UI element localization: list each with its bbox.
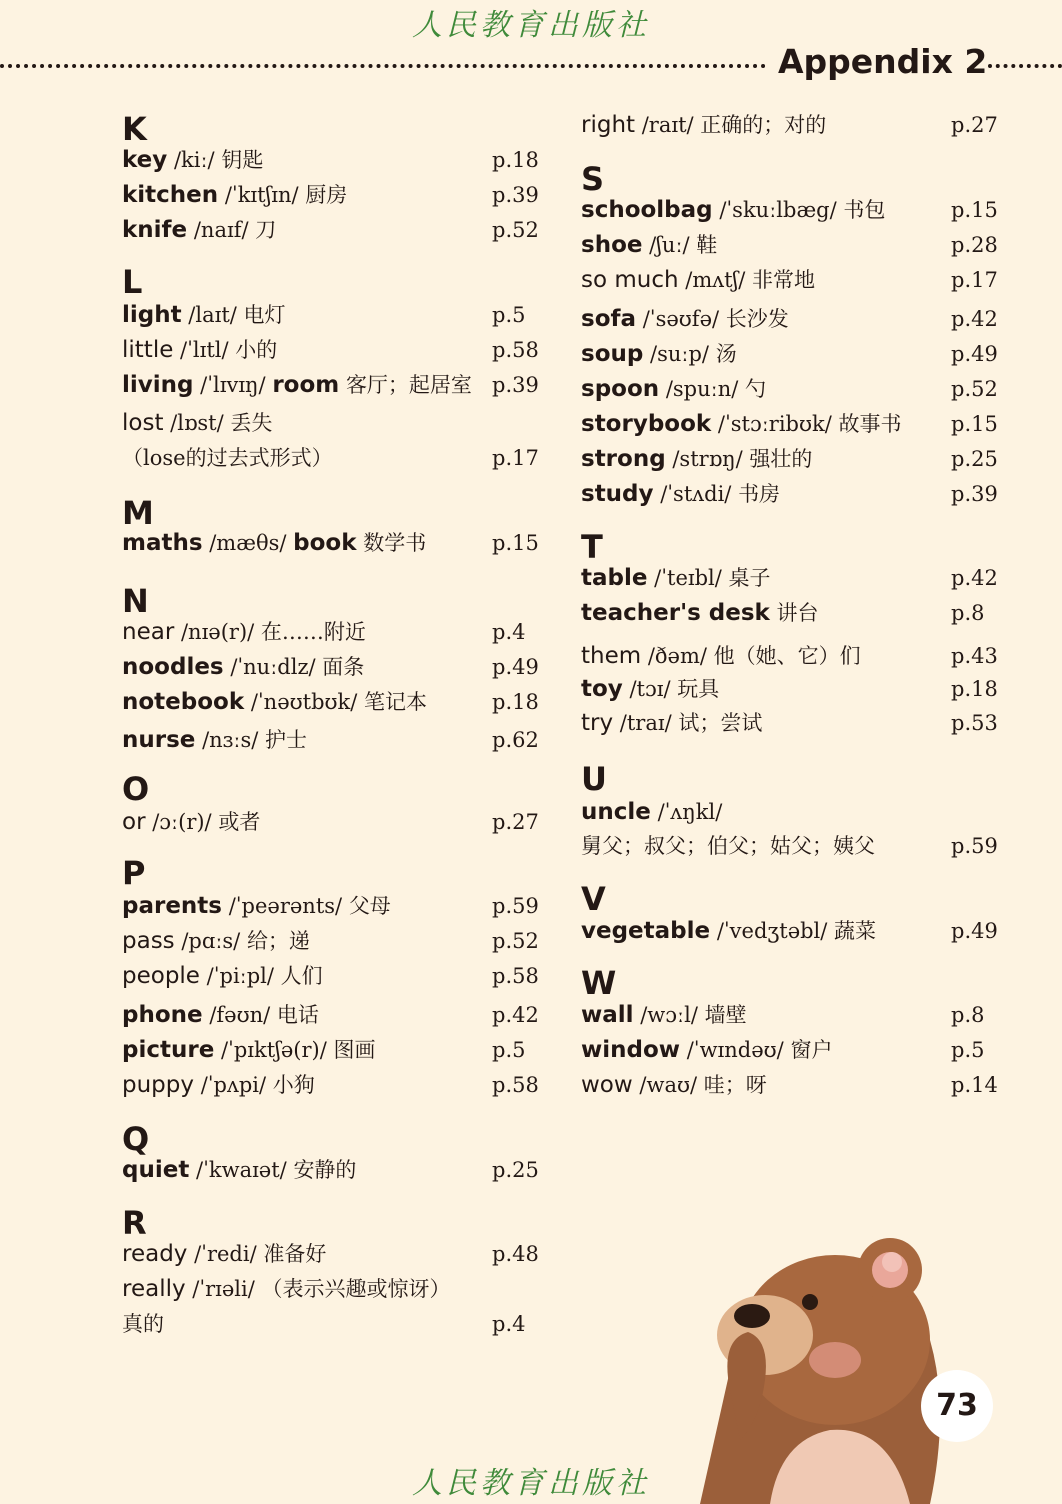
header-divider-left <box>0 64 766 68</box>
page-reference: p.49 <box>492 655 539 679</box>
headword: noodles <box>122 654 224 680</box>
phonetic: /traɪ/ <box>619 711 672 735</box>
page-reference: p.15 <box>951 198 998 222</box>
chinese-meaning: 图画 <box>333 1038 376 1062</box>
chinese-meaning: 他（她、它）们 <box>713 644 861 668</box>
page-reference: p.8 <box>951 601 985 625</box>
page-reference: p.53 <box>951 711 998 735</box>
phonetic: /suːp/ <box>650 342 710 366</box>
chinese-meaning: 书房 <box>738 482 781 506</box>
glossary-entry <box>581 675 719 703</box>
phonetic: /ˈsəʊfə/ <box>642 307 720 331</box>
headword: so much <box>581 267 679 293</box>
glossary-entry <box>581 1001 747 1029</box>
section-letter: S <box>581 160 605 198</box>
section-letter: T <box>581 528 603 566</box>
chinese-meaning: 电话 <box>276 1003 319 1027</box>
page-reference: p.39 <box>492 373 539 397</box>
phonetic: /laɪt/ <box>188 303 237 327</box>
section-letter: M <box>122 494 154 532</box>
phonetic: /ˈpiːpl/ <box>206 964 274 988</box>
page-reference: p.58 <box>492 338 539 362</box>
chinese-meaning: （表示兴趣或惊讶） <box>261 1277 451 1301</box>
headword: parents <box>122 893 222 919</box>
phonetic: /ˈʌŋkl/ <box>657 800 723 824</box>
glossary-entry <box>122 726 307 754</box>
phonetic: /ˈstɔːribʊk/ <box>717 412 832 436</box>
chinese-meaning: 小的 <box>235 338 278 362</box>
headword: teacher's desk <box>581 600 770 626</box>
glossary-entry <box>581 1071 767 1099</box>
glossary-entry <box>122 1275 451 1303</box>
chinese-meaning: 玩具 <box>677 677 720 701</box>
phonetic: /kiː/ <box>173 148 215 172</box>
chinese-meaning: 厨房 <box>305 183 348 207</box>
phonetic: /ˈkwaɪət/ <box>196 1158 287 1182</box>
glossary-entry <box>122 1071 315 1099</box>
page-reference: p.15 <box>951 412 998 436</box>
headword: strong <box>581 446 666 472</box>
glossary-entry <box>581 564 771 592</box>
headword: sofa <box>581 306 637 332</box>
glossary-entry <box>122 1310 164 1338</box>
chinese-meaning: 故事书 <box>838 412 902 436</box>
chinese-meaning: 刀 <box>255 218 277 242</box>
phonetic: /ˈkɪtʃɪn/ <box>224 183 299 207</box>
headword: people <box>122 963 200 989</box>
chinese-meaning: 人们 <box>280 964 323 988</box>
page-reference: p.28 <box>951 233 998 257</box>
glossary-entry <box>122 444 333 472</box>
chinese-meaning: 非常地 <box>752 268 816 292</box>
headword: living <box>122 372 194 398</box>
glossary-entry <box>122 1156 356 1184</box>
page-reference: p.5 <box>951 1038 985 1062</box>
headword-second: room <box>272 372 340 398</box>
headword: storybook <box>581 411 712 437</box>
page-reference: p.42 <box>951 307 998 331</box>
chinese-meaning: 强壮的 <box>749 447 813 471</box>
phonetic: /ˈpʌpi/ <box>200 1073 267 1097</box>
chinese-meaning: 数学书 <box>363 531 427 555</box>
section-letter: L <box>122 263 143 301</box>
section-letter: W <box>581 964 617 1002</box>
phonetic: /ʃuː/ <box>649 233 690 257</box>
phonetic: /ˈpɪktʃə(r)/ <box>220 1038 327 1062</box>
chinese-meaning: 父母 <box>348 894 391 918</box>
headword: table <box>581 565 648 591</box>
phonetic: /naɪf/ <box>193 218 249 242</box>
chinese-meaning: 丢失 <box>230 411 273 435</box>
headword: really <box>122 1276 186 1302</box>
glossary-entry <box>581 1036 832 1064</box>
phonetic: /nɪə(r)/ <box>180 620 255 644</box>
page-reference: p.5 <box>492 303 526 327</box>
chinese-meaning: 哇；呀 <box>703 1073 767 1097</box>
headword: quiet <box>122 1157 190 1183</box>
glossary-entry <box>122 653 364 681</box>
page-reference: p.17 <box>492 446 539 470</box>
page-reference: p.15 <box>492 531 539 555</box>
glossary-entry <box>581 832 875 860</box>
glossary-entry <box>581 709 762 737</box>
chinese-meaning: 蔬菜 <box>834 919 877 943</box>
phonetic: /ˈvedʒtəbl/ <box>716 919 828 943</box>
page-reference: p.49 <box>951 919 998 943</box>
chinese-meaning: 鞋 <box>696 233 718 257</box>
page-reference: p.58 <box>492 1073 539 1097</box>
chinese-meaning: 安静的 <box>293 1158 357 1182</box>
headword: near <box>122 619 175 645</box>
phonetic: /mæθs/ <box>209 531 287 555</box>
chinese-meaning: 讲台 <box>776 601 819 625</box>
page-reference: p.25 <box>492 1158 539 1182</box>
chinese-meaning: 正确的；对的 <box>700 113 827 137</box>
page-reference: p.4 <box>492 620 526 644</box>
page-reference: p.14 <box>951 1073 998 1097</box>
phonetic: /waʊ/ <box>639 1073 698 1097</box>
chinese-meaning: 汤 <box>715 342 737 366</box>
phonetic: /mʌtʃ/ <box>685 268 746 292</box>
glossary-entry <box>581 798 722 826</box>
phonetic: /ˈstʌdi/ <box>660 482 732 506</box>
section-letter: U <box>581 760 607 798</box>
chinese-meaning: 或者 <box>218 810 261 834</box>
headword: study <box>581 481 654 507</box>
page-reference: p.42 <box>951 566 998 590</box>
glossary-entry <box>581 111 826 139</box>
headword: notebook <box>122 689 245 715</box>
phonetic: /ˈwɪndəʊ/ <box>686 1038 784 1062</box>
glossary-entry <box>122 336 277 364</box>
glossary-entry <box>122 892 391 920</box>
phonetic: /ˈpeərənts/ <box>228 894 343 918</box>
headword: right <box>581 112 636 138</box>
glossary-entry <box>581 917 876 945</box>
chinese-meaning: 笔记本 <box>364 690 428 714</box>
phonetic: /ˈrɪəli/ <box>192 1277 255 1301</box>
chinese-meaning: 钥匙 <box>221 148 264 172</box>
chinese-meaning: 电灯 <box>243 303 286 327</box>
glossary-entry <box>122 927 310 955</box>
headword: try <box>581 710 614 736</box>
glossary-entry <box>122 1240 326 1268</box>
page-reference: p.59 <box>492 894 539 918</box>
headword: pass <box>122 928 175 954</box>
glossary-entry <box>581 375 766 403</box>
glossary-entry <box>122 688 427 716</box>
phonetic: /strɒŋ/ <box>672 447 743 471</box>
glossary-entry <box>122 371 472 399</box>
headword: kitchen <box>122 182 219 208</box>
chinese-meaning: 面条 <box>322 655 365 679</box>
chinese-meaning: 桌子 <box>728 566 771 590</box>
phonetic: /lɒst/ <box>170 411 224 435</box>
page-reference: p.39 <box>951 482 998 506</box>
headword: light <box>122 302 182 328</box>
page-reference: p.27 <box>492 810 539 834</box>
glossary-entry <box>122 146 263 174</box>
chinese-meaning: 小狗 <box>272 1073 315 1097</box>
chinese-meaning: 在……附近 <box>260 620 366 644</box>
page-reference: p.27 <box>951 113 998 137</box>
glossary-entry <box>122 618 366 646</box>
glossary-entry <box>122 1001 319 1029</box>
headword: knife <box>122 217 188 243</box>
headword: schoolbag <box>581 197 713 223</box>
publisher-logo-bottom: 人民教育出版社 <box>412 1466 650 1501</box>
chinese-meaning: 舅父；叔父；伯父；姑父；姨父 <box>581 834 875 858</box>
glossary-entry <box>122 409 272 437</box>
headword: vegetable <box>581 918 711 944</box>
page-reference: p.48 <box>492 1242 539 1266</box>
chinese-meaning: 准备好 <box>263 1242 327 1266</box>
headword: puppy <box>122 1072 194 1098</box>
page-reference: p.58 <box>492 964 539 988</box>
phonetic: /raɪt/ <box>641 113 694 137</box>
chinese-meaning: 勺 <box>745 377 767 401</box>
page-reference: p.52 <box>951 377 998 401</box>
phonetic: /ɔː(r)/ <box>152 810 212 834</box>
headword: ready <box>122 1241 188 1267</box>
chinese-meaning: 真的 <box>122 1312 164 1336</box>
phonetic: /ˈteɪbl/ <box>654 566 722 590</box>
headword: or <box>122 809 146 835</box>
glossary-entry <box>581 340 737 368</box>
headword: shoe <box>581 232 643 258</box>
chinese-meaning: 护士 <box>264 728 307 752</box>
page-reference: p.5 <box>492 1038 526 1062</box>
glossary-entry <box>581 445 812 473</box>
glossary-entry <box>122 301 286 329</box>
chinese-meaning: 窗户 <box>790 1038 833 1062</box>
page-reference: p.18 <box>492 148 539 172</box>
phonetic: /ˈnəʊtbʊk/ <box>250 690 358 714</box>
glossary-entry <box>581 196 885 224</box>
chinese-meaning: 给；递 <box>246 929 310 953</box>
page-reference: p.17 <box>951 268 998 292</box>
phonetic: /ˈlɪvɪŋ/ <box>200 373 266 397</box>
chinese-meaning: 长沙发 <box>725 307 789 331</box>
section-letter: R <box>122 1204 147 1242</box>
section-letter: V <box>581 880 606 918</box>
headword: nurse <box>122 727 196 753</box>
page-reference: p.8 <box>951 1003 985 1027</box>
glossary-entry <box>581 410 901 438</box>
headword: key <box>122 147 168 173</box>
page-reference: p.59 <box>951 834 998 858</box>
page-title: Appendix 2 <box>778 42 988 81</box>
glossary-entry <box>122 529 426 557</box>
headword: spoon <box>581 376 660 402</box>
headword: window <box>581 1037 681 1063</box>
phonetic: /tɔɪ/ <box>629 677 671 701</box>
header-divider-right <box>988 64 1062 68</box>
chinese-meaning: 客厅；起居室 <box>345 373 472 397</box>
phonetic: /ˈnuːdlz/ <box>230 655 316 679</box>
phonetic: /ˈlɪtl/ <box>180 338 229 362</box>
headword: wow <box>581 1072 633 1098</box>
publisher-logo-top: 人民教育出版社 <box>412 8 650 43</box>
phonetic: /wɔːl/ <box>640 1003 698 1027</box>
headword: wall <box>581 1002 634 1028</box>
headword: lost <box>122 410 164 436</box>
phonetic: /pɑːs/ <box>181 929 241 953</box>
phonetic: /fəʊn/ <box>209 1003 271 1027</box>
glossary-entry <box>122 181 347 209</box>
glossary-entry <box>581 599 819 627</box>
headword: toy <box>581 676 623 702</box>
section-letter: Q <box>122 1120 150 1158</box>
section-letter: O <box>122 770 150 808</box>
phonetic: /ˈskuːlbæg/ <box>719 198 837 222</box>
headword: picture <box>122 1037 215 1063</box>
page-reference: p.42 <box>492 1003 539 1027</box>
phonetic: /spuːn/ <box>665 377 739 401</box>
page-reference: p.25 <box>951 447 998 471</box>
headword: little <box>122 337 174 363</box>
chinese-meaning: 书包 <box>843 198 886 222</box>
page-reference: p.18 <box>951 677 998 701</box>
glossary-entry <box>581 642 861 670</box>
page-reference: p.52 <box>492 218 539 242</box>
glossary-entry <box>122 808 260 836</box>
glossary-entry <box>581 266 815 294</box>
headword: maths <box>122 530 203 556</box>
page-reference: p.39 <box>492 183 539 207</box>
page-reference: p.18 <box>492 690 539 714</box>
section-letter: N <box>122 582 149 620</box>
headword-second: book <box>293 530 357 556</box>
headword: soup <box>581 341 644 367</box>
chinese-meaning: 试；尝试 <box>678 711 763 735</box>
chinese-meaning: （lose的过去式形式） <box>122 446 333 470</box>
glossary-entry <box>122 962 323 990</box>
phonetic: /nɜːs/ <box>202 728 259 752</box>
glossary-entry <box>581 231 717 259</box>
glossary-entry <box>122 216 276 244</box>
page-reference: p.62 <box>492 728 539 752</box>
phonetic: /ˈredi/ <box>194 1242 257 1266</box>
page-reference: p.49 <box>951 342 998 366</box>
headword: uncle <box>581 799 651 825</box>
section-letter: K <box>122 110 147 148</box>
glossary-entry <box>581 480 780 508</box>
glossary-entry <box>122 1036 375 1064</box>
page-reference: p.4 <box>492 1312 526 1336</box>
phonetic: /ðəm/ <box>647 644 707 668</box>
section-letter: P <box>122 854 146 892</box>
page-reference: p.43 <box>951 644 998 668</box>
chinese-meaning: 墙壁 <box>704 1003 747 1027</box>
glossary-entry <box>581 305 789 333</box>
headword: them <box>581 643 642 669</box>
page-reference: p.52 <box>492 929 539 953</box>
page-number-badge: 73 <box>921 1370 993 1442</box>
headword: phone <box>122 1002 203 1028</box>
